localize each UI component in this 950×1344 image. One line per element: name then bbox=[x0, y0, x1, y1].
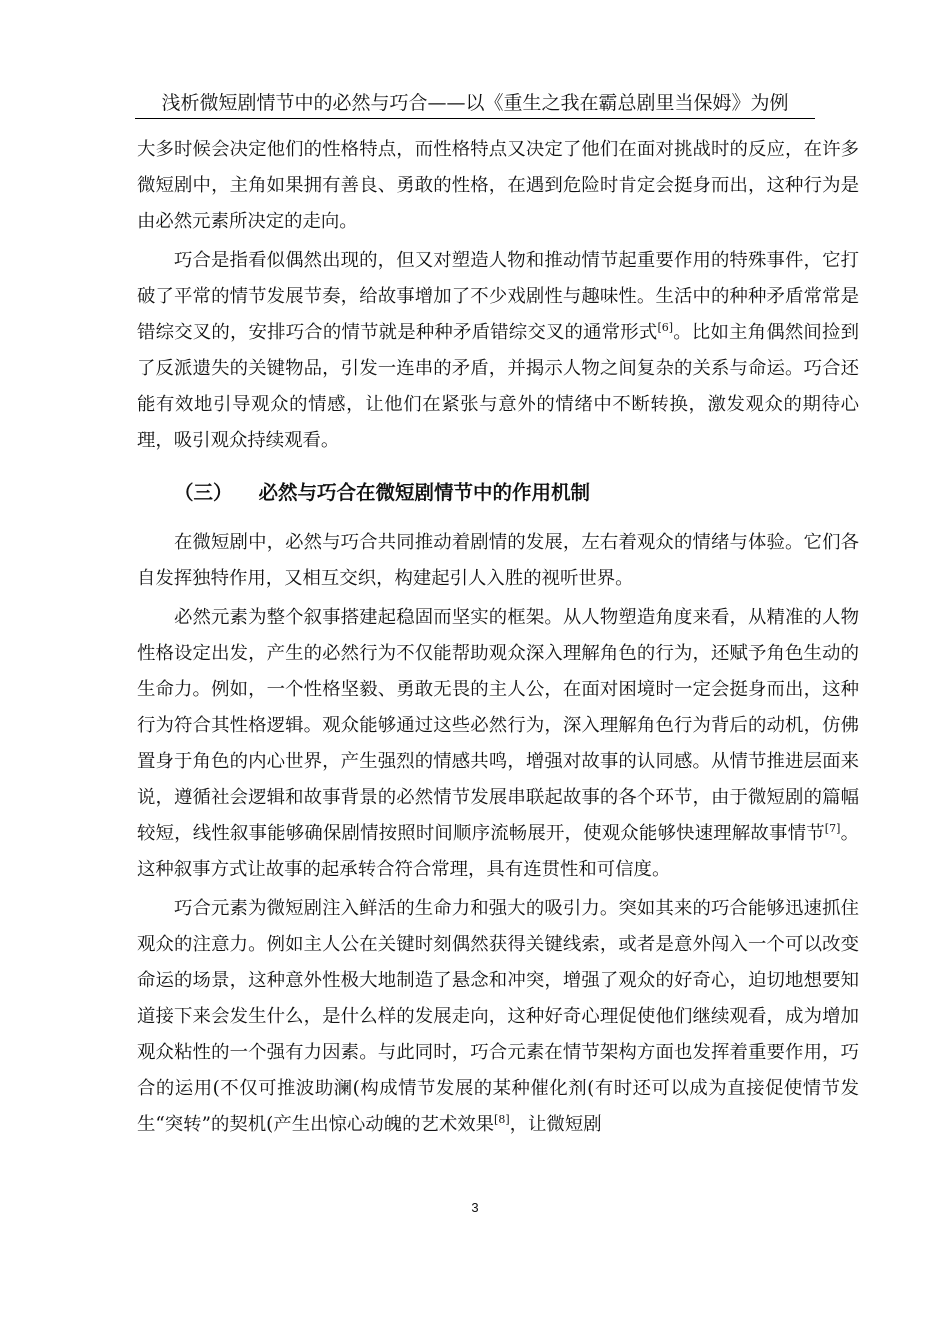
glyph-paren: ( bbox=[587, 1078, 595, 1099]
paragraph-coincidence-definition: 巧合是指看似偶然出现的，但又对塑造人物和推动情节起重要作用的特殊事件，它打破了平常的情节发展节奏，给故事增加了不少戏剧性与趣味性。生活中的种种矛盾常常是错综交叉的，安排巧合的情节就是种种矛盾错综交叉的通常形式[6]。比如主角偶然间捡到了反派遗失的关键物品，引发一连串的矛盾，并揭示人物之间复杂的关系与命运。巧合还能有效地引导观众的情感，让他们在紧张与意外的情绪中不断转换，激发观众的期待心理，吸引观众持续观看。 bbox=[137, 250, 859, 451]
glyph-paren: ( bbox=[352, 1078, 360, 1099]
glyph-paren: ( bbox=[212, 1078, 220, 1099]
paragraph-continuation: 大多时候会决定他们的性格特点，而性格特点又决定了他们在面对挑战时的反应，在许多微短剧中，主角如果拥有善良、勇敢的性格，在遇到危险时肯定会挺身而出，这种行为是由必然元素所决定的走向。 bbox=[137, 139, 859, 232]
section-heading bbox=[137, 475, 859, 511]
page-number: 3 bbox=[471, 1200, 479, 1215]
paragraph-necessity: 必然元素为整个叙事搭建起稳固而坚实的框架。从人物塑造角度来看，从精准的人物性格设定出发，产生的必然行为不仅能帮助观众深入理解角色的行为，还赋予角色生动的生命力。例如，一个性格坚毅、勇敢无畏的主人公，在面对困境时一定会挺身而出，这种行为符合其性格逻辑。观众能够通过这些必然行为，深入理解角色行为背后的动机，仿佛置身于角色的内心世界，产生强烈的情感共鸣，增强对故事的认同感。从情节推进层面来说，遵循社会逻辑和故事背景的必然情节发展串联起故事的各个环节，由于微短剧的篇幅较短，线性叙事能够确保剧情按照时间顺序流畅展开，使观众能够快速理解故事情节[7]。这种叙事方式让故事的起承转合符合常理，具有连贯性和可信度。 bbox=[137, 607, 859, 880]
paragraph-coincidence: 巧合元素为微短剧注入鲜活的生命力和强大的吸引力。突如其来的巧合能够迅速抓住观众的注意力。例如主人公在关键时刻偶然获得关键线索，或者是意外闯入一个可以改变命运的场景，这种意外性极大地制造了悬念和冲突，增强了观众的好奇心，迫切地想要知道接下来会发生什么，是什么样的发展走向，这种好奇心理促使他们继续观看，成为增加观众粘性的一个强有力因素。与此同时，巧合元素在情节架构方面也发挥着重要作用，巧合的运用(不仅可推波助澜(构成情节发展的某种催化剂(有时还可以成为直接促使情节发生“突转”的契机(产生出惊心动魄的艺术效果[8]，让微短剧 bbox=[137, 898, 859, 1135]
running-header bbox=[135, 90, 815, 119]
citation-6: [6] bbox=[657, 320, 674, 334]
section-title: 必然与巧合在微短剧情节中的作用机制 bbox=[258, 481, 591, 504]
paragraph-intro: 在微短剧中，必然与巧合共同推动着剧情的发展，左右着观众的情绪与体验。它们各自发挥独特作用，又相互交织，构建起引人入胜的视听世界。 bbox=[137, 532, 859, 589]
glyph-paren: ( bbox=[266, 1114, 274, 1135]
running-title: 浅析微短剧情节中的必然与巧合——以《重生之我在霸总剧里当保姆》为例 bbox=[161, 92, 789, 114]
citation-7: [7] bbox=[824, 821, 841, 835]
citation-8: [8] bbox=[494, 1112, 510, 1126]
page-body bbox=[137, 132, 859, 1143]
section-number: （三） bbox=[174, 481, 233, 504]
